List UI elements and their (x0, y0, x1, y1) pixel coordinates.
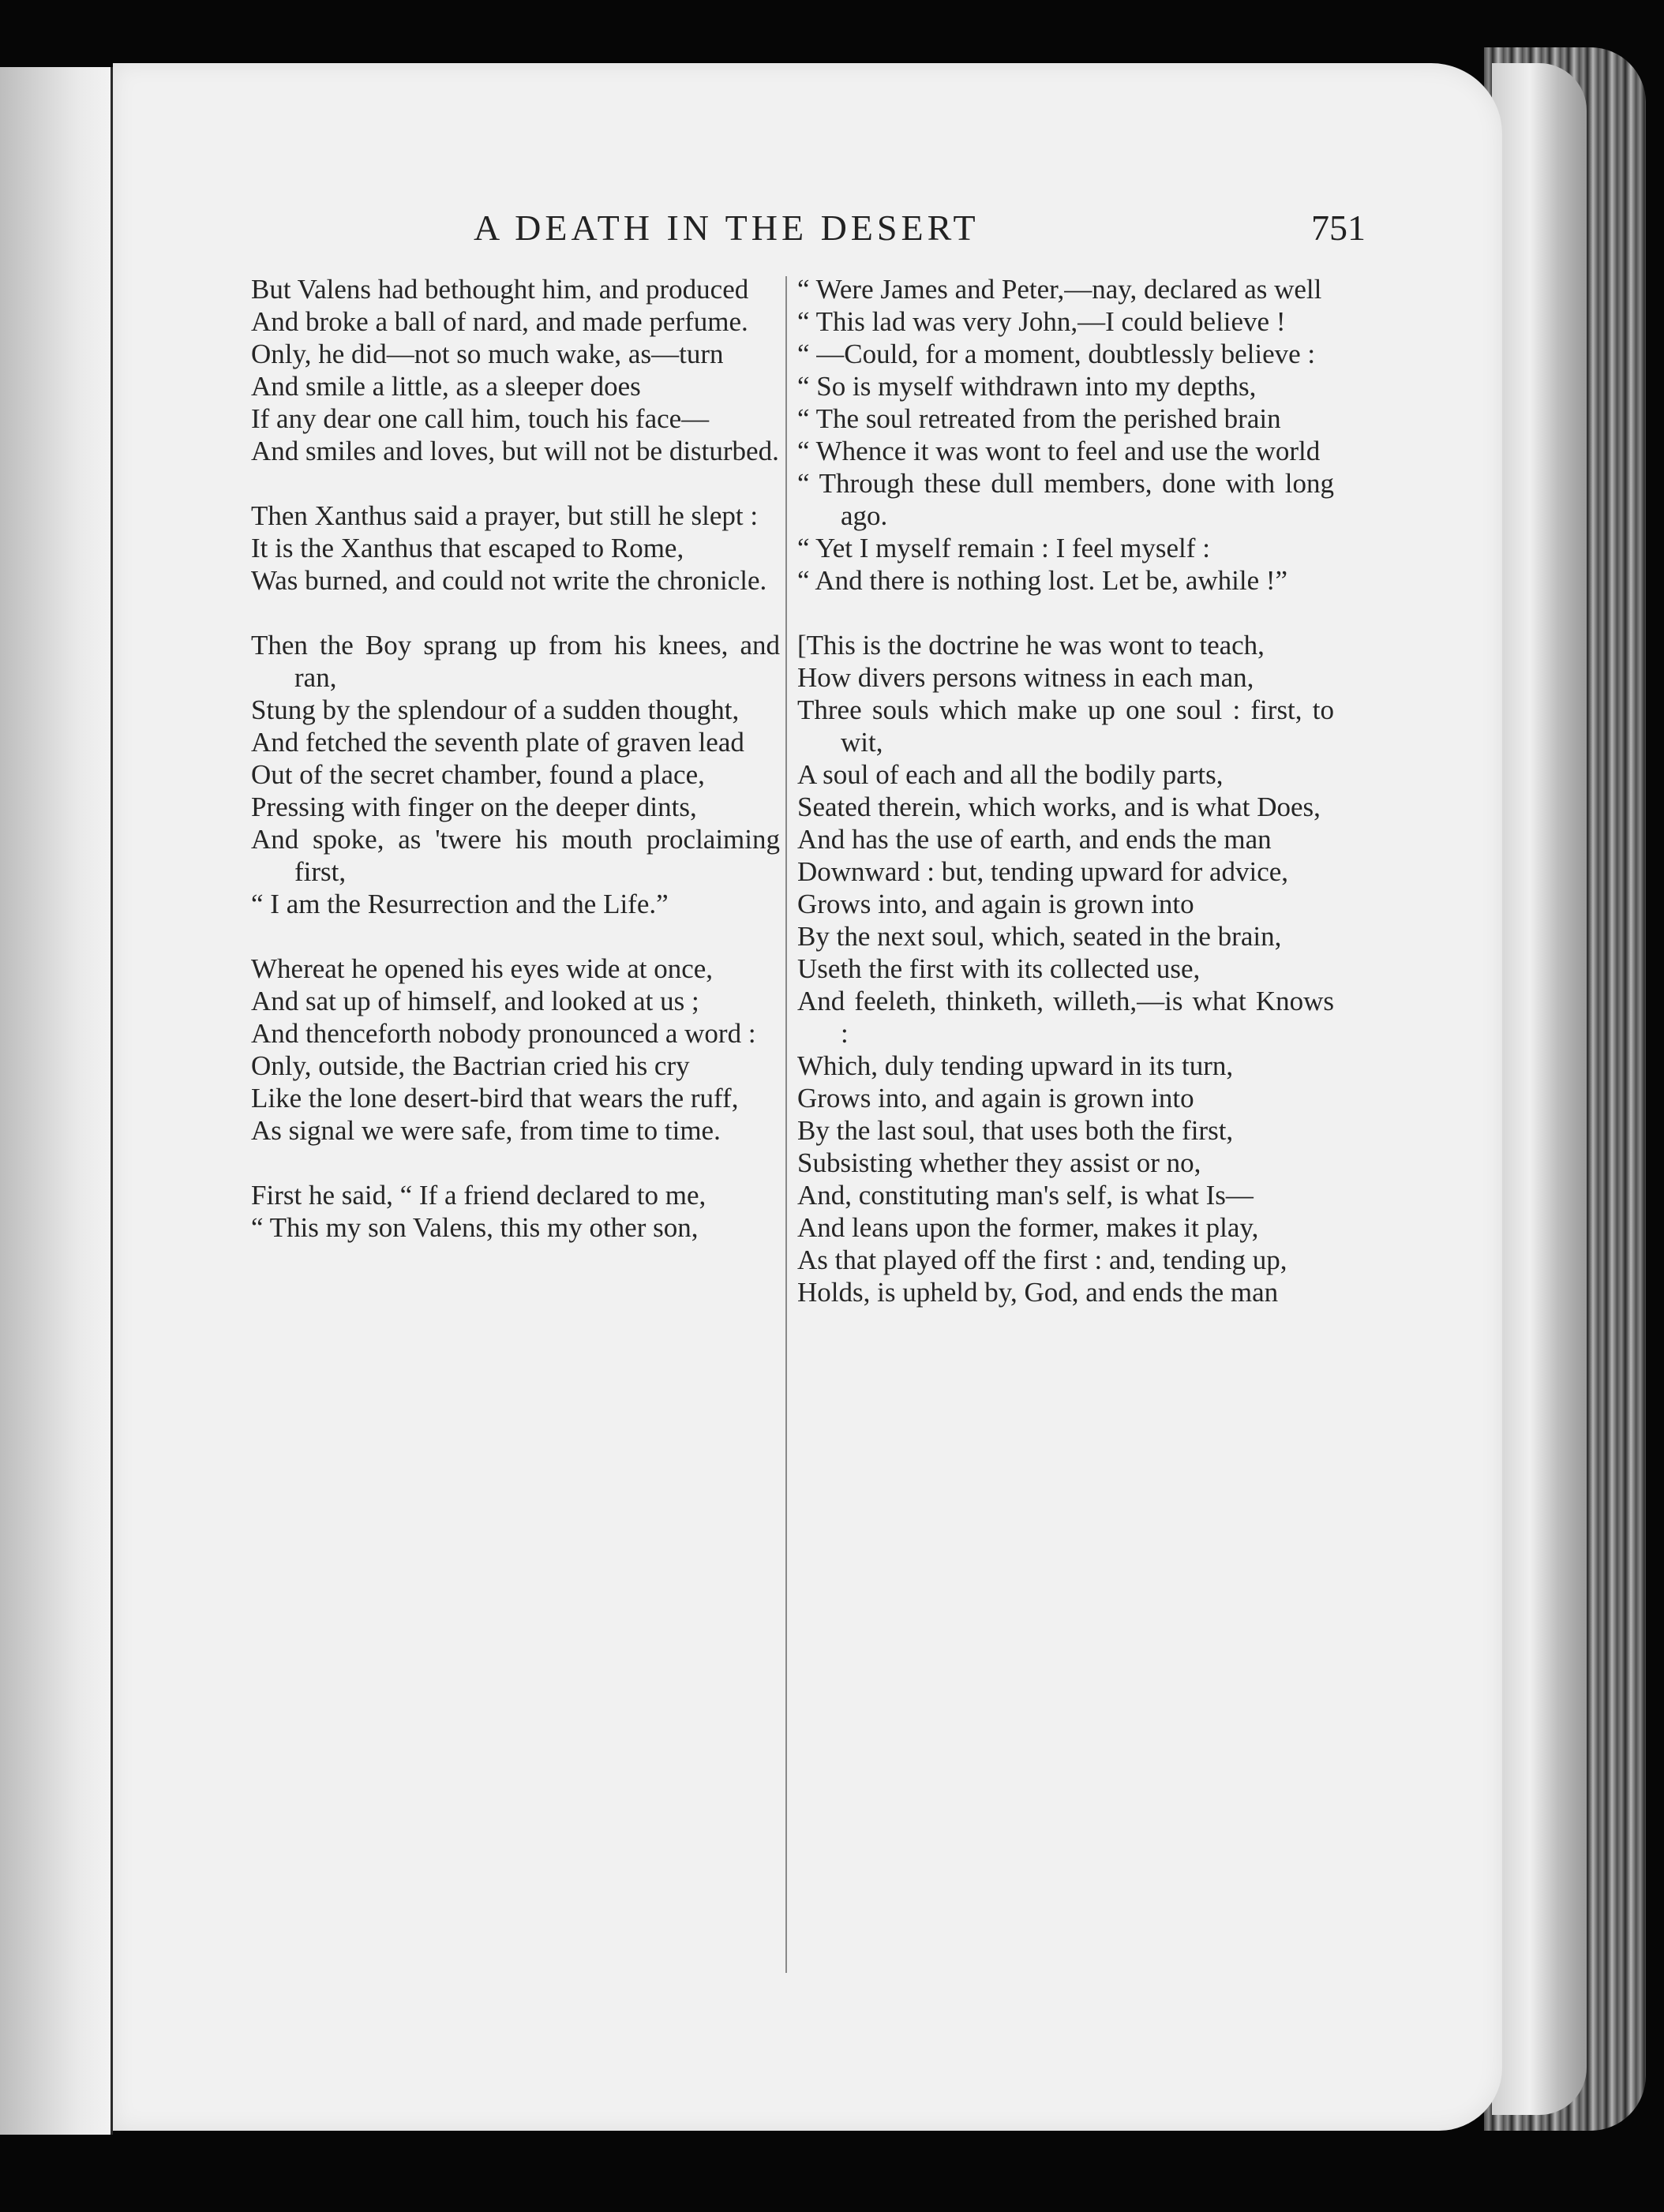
verse-line: And spoke, as 'twere his mouth proclaiming first, (251, 824, 780, 887)
verse-line: Then the Boy sprang up from his knees, and ran, (251, 630, 780, 693)
left-column (251, 273, 780, 1276)
verse-line: Seated therein, which works, and is what Does, (797, 792, 1321, 822)
verse-line: By the next soul, which, seated in the brain, (797, 921, 1282, 952)
verse-line: And smile a little, as a sleeper does (251, 371, 641, 402)
page-number: 751 (1311, 208, 1366, 248)
right-column (797, 273, 1334, 1341)
verse-line: Useth the first with its collected use, (797, 953, 1201, 984)
verse-line: If any dear one call him, touch his face— (251, 403, 710, 434)
verse-line: And fetched the seventh plate of graven lead (251, 727, 744, 758)
verse-line: And thenceforth nobody pronounced a word : (251, 1018, 756, 1049)
verse-line: Whereat he opened his eyes wide at once, (251, 953, 714, 984)
stanza (251, 500, 780, 597)
verse-line: And has the use of earth, and ends the man (797, 824, 1272, 855)
verse-line: And, constituting man's self, is what Is— (797, 1180, 1254, 1211)
verse-line: Was burned, and could not write the chronicle. (251, 565, 767, 596)
verse-line: Only, he did—not so much wake, as—turn (251, 339, 724, 369)
verse-line: As that played off the first : and, tending up, (797, 1244, 1287, 1275)
verse-line: Holds, is upheld by, God, and ends the man (797, 1277, 1279, 1308)
verse-line: By the last soul, that uses both the first, (797, 1115, 1234, 1146)
verse-line: And smiles and loves, but will not be disturbed. (251, 436, 779, 466)
verse-line: Three souls which make up one soul : first, to wit, (797, 694, 1334, 758)
verse-line: Then Xanthus said a prayer, but still he slept : (251, 500, 759, 531)
stanza (797, 273, 1334, 597)
running-head (474, 207, 1366, 262)
verse-line: Only, outside, the Bactrian cried his cry (251, 1050, 690, 1081)
verse-line: “ Yet I myself remain : I feel myself : (797, 533, 1210, 563)
verse-line: Subsisting whether they assist or no, (797, 1147, 1201, 1178)
verse-line: Out of the secret chamber, found a place, (251, 759, 705, 790)
verse-line: And sat up of himself, and looked at us ; (251, 986, 699, 1016)
verse-line: “ I am the Resurrection and the Life.” (251, 889, 669, 919)
verse-line: Which, duly tending upward in its turn, (797, 1050, 1234, 1081)
verse-line: “ —Could, for a moment, doubtlessly believe : (797, 339, 1316, 369)
stanza (797, 629, 1334, 1308)
verse-line: As signal we were safe, from time to time. (251, 1115, 721, 1146)
verse-line: Like the lone desert-bird that wears the ruff, (251, 1083, 739, 1113)
verse-line: “ So is myself withdrawn into my depths, (797, 371, 1257, 402)
verse-line: Grows into, and again is grown into (797, 1083, 1194, 1113)
verse-line: “ This my son Valens, this my other son, (251, 1212, 699, 1243)
verse-line: [This is the doctrine he was wont to teach, (797, 630, 1265, 661)
verse-line: “ This lad was very John,—I could believe ! (797, 306, 1286, 337)
verse-line: But Valens had bethought him, and produced (251, 274, 749, 305)
previous-page-edge (0, 67, 113, 2135)
verse-line: It is the Xanthus that escaped to Rome, (251, 533, 684, 563)
verse-line: And feeleth, thinketh, willeth,—is what Knows : (797, 986, 1334, 1049)
verse-line: First he said, “ If a friend declared to me, (251, 1180, 706, 1211)
stanza (251, 273, 780, 467)
stanza (251, 629, 780, 920)
stanza (251, 953, 780, 1147)
page-stack-highlight (1492, 63, 1587, 2115)
verse-line: And leans upon the former, makes it play, (797, 1212, 1259, 1243)
verse-line: “ Through these dull members, done with long ago. (797, 468, 1334, 531)
verse-line: Downward : but, tending upward for advice, (797, 856, 1289, 887)
page-title: A DEATH IN THE DESERT (474, 208, 980, 248)
verse-line: “ Were James and Peter,—nay, declared as well (797, 274, 1322, 305)
verse-line: Pressing with finger on the deeper dints, (251, 792, 697, 822)
verse-line: “ The soul retreated from the perished brain (797, 403, 1281, 434)
verse-line: A soul of each and all the bodily parts, (797, 759, 1224, 790)
verse-line: How divers persons witness in each man, (797, 662, 1254, 693)
verse-line: “ And there is nothing lost. Let be, awhile !” (797, 565, 1288, 596)
stanza (251, 1179, 780, 1244)
verse-line: Grows into, and again is grown into (797, 889, 1194, 919)
column-rule (785, 276, 787, 1973)
verse-line: And broke a ball of nard, and made perfume. (251, 306, 748, 337)
verse-line: “ Whence it was wont to feel and use the world (797, 436, 1321, 466)
verse-line: Stung by the splendour of a sudden thought, (251, 694, 740, 725)
